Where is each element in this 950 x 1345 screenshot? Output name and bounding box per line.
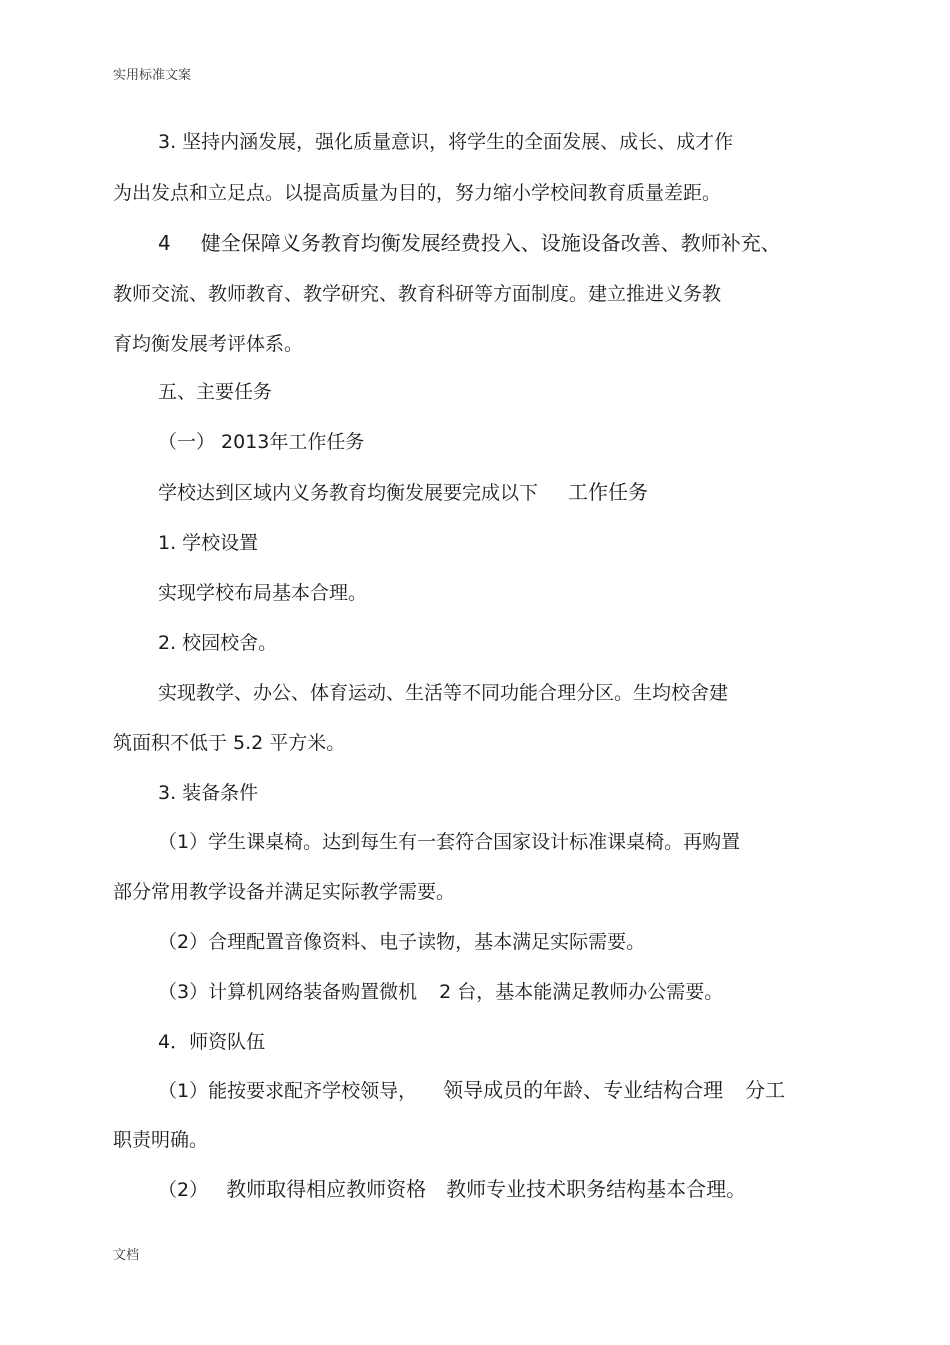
paragraph-line: 为出发点和立足点。以提高质量为目的，努力缩小学校间教育质量差距。: [113, 182, 722, 204]
item-heading: 3. 装备条件: [158, 782, 259, 804]
line-text-emphasis: 分工: [745, 1078, 786, 1102]
line-text: 2 台，基本能满足教师办公需要。: [439, 981, 724, 1003]
line-text: （3）计算机网络装备购置微机: [158, 981, 418, 1003]
paragraph-line: 教师交流、教师教育、教学研究、教育科研等方面制度。建立推进义务教: [113, 283, 722, 305]
paragraph-line: 实现教学、办公、体育运动、生活等不同功能合理分区。生均校舍建: [158, 682, 729, 704]
page-footer: 文档: [113, 1248, 140, 1263]
paragraph-line: [158, 980, 723, 1004]
paragraph-line: [158, 1078, 785, 1103]
line-text-emphasis: 领导成员的年龄、专业结构合理: [443, 1078, 724, 1102]
paragraph-line: （1）学生课桌椅。达到每生有一套符合国家设计标准课桌椅。再购置: [158, 831, 741, 853]
paragraph-line: 筑面积不低于 5.2 平方米。: [113, 732, 346, 754]
paragraph-line: 育均衡发展考评体系。: [113, 333, 304, 355]
paragraph-line: [158, 231, 781, 255]
item-heading: 4．师资队伍: [158, 1031, 266, 1053]
subsection-heading: （一） 2013年工作任务: [158, 431, 365, 453]
section-heading: 五、主要任务: [158, 381, 273, 403]
paragraph-line: 3. 坚持内涵发展，强化质量意识，将学生的全面发展、成长、成才作: [158, 131, 734, 153]
line-text-emphasis: 教师取得相应教师资格: [226, 1177, 427, 1201]
line-text-emphasis: 教师专业技术职务结构基本合理。: [446, 1177, 747, 1201]
paragraph-line: [158, 480, 648, 505]
line-text: （1）能按要求配齐学校领导，: [158, 1080, 418, 1102]
line-text: 健全保障义务教育均衡发展经费投入、设施设备改善、教师补充、: [200, 231, 781, 255]
item-number: 4: [158, 231, 171, 255]
paragraph-line: 实现学校布局基本合理。: [158, 582, 368, 604]
line-text: （2）: [158, 1179, 209, 1201]
paragraph-line: 部分常用教学设备并满足实际教学需要。: [113, 881, 456, 903]
line-text-emphasis: 工作任务: [568, 480, 649, 504]
item-heading: 1. 学校设置: [158, 532, 259, 554]
paragraph-line: [158, 1177, 746, 1202]
paragraph-line: 职责明确。: [113, 1129, 209, 1151]
line-text: 学校达到区域内义务教育均衡发展要完成以下: [158, 482, 539, 504]
paragraph-line: （2）合理配置音像资料、电子读物，基本满足实际需要。: [158, 931, 646, 953]
item-heading: 2. 校园校舍。: [158, 632, 278, 654]
page-header: 实用标准文案: [113, 68, 192, 83]
